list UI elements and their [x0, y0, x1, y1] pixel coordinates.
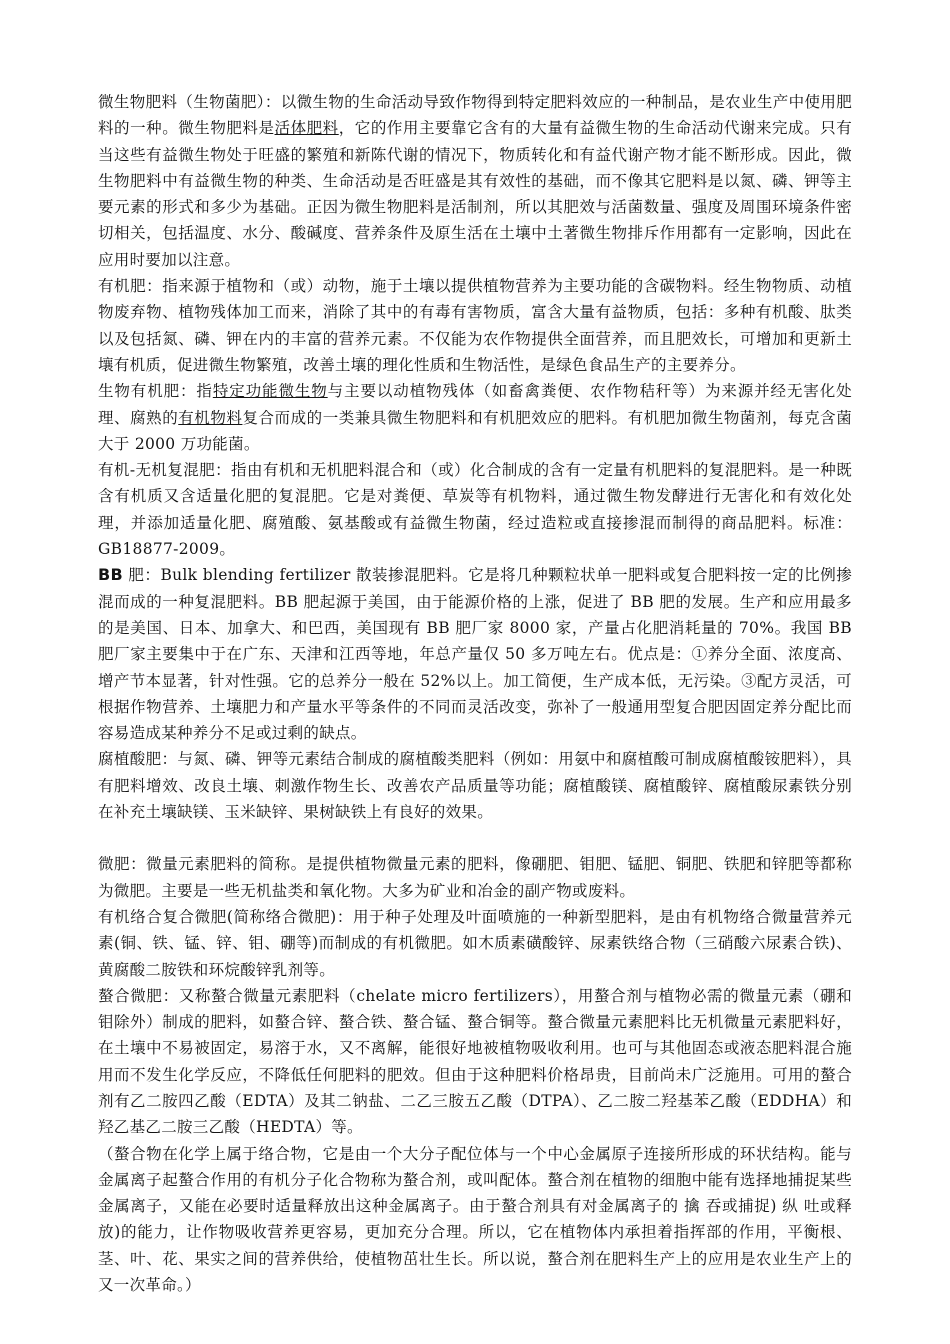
paragraph-organic-inorganic-compound: 有机-无机复混肥：指由有机和无机肥料混合和（或）化合制成的含有一定量有机肥料的复混肥料。是一种既含有机质又含适量化肥的复混肥。它是对粪便、草炭等有机物料，通过微生物发酵进行无害化和有效化处理，并添加适量化肥、腐殖酸、氨基酸或有益微生物菌，经过造粒或直接掺混而制得的商品肥料。标准：GB18877-2009。	[98, 461, 852, 559]
blank-line	[98, 825, 852, 851]
paragraph-chelate-micro-fertilizer: 螯合微肥：又称螯合微量元素肥料（chelate micro fertilizers），用螯合剂与植物必需的微量元素（硼和钼除外）制成的肥料，如螯合锌、螯合铁、螯合锰、螯合铜等。螯合微量元素肥料比无机微量元素肥料好，在土壤中不易被固定，易溶于水，又不离解，能很好地被植物吸收利用。也可与其他固态或液态肥料混合施用而不发生化学反应，不降低任何肥料的肥效。但由于这种肥料价格昂贵，目前尚未广泛施用。可用的螯合剂有乙二胺四乙酸（EDTA）及其二钠盐、二乙三胺五乙酸（DTPA）、乙二胺二羟基苯乙酸（EDDHA）和羟乙基乙二胺三乙酸（HEDTA）等。	[98, 986, 852, 1137]
paragraph-bio-organic-fertilizer	[98, 378, 852, 457]
text: 肥：Bulk blending fertilizer 散装掺混肥料。它是将几种颗粒状单一肥料或复合肥料按一定的比例掺混而成的一种复混肥料。BB 肥起源于美国，由于能源价格的上涨，促进了 BB 肥的发展。生产和应用最多的是美国、日本、加拿大、和巴西，美国现有 BB 肥厂家 8000 家，产量占化肥消耗量的 70%。我国 BB 肥厂家主要集中于在广东、天津和江西等地，年总产量仅 50 多万吨左右。优点是：①养分全面、浓度高、增产节本显著，针对性强。它的总养分一般在 52%以上。加工简便，生产成本低，无污染。③配方灵活，可根据作物营养、土壤肥力和产量水平等条件的不同而灵活改变，弥补了一般通用型复合肥因固定养分配比而容易造成某种养分不足或过剩的缺点。	[98, 566, 852, 743]
text: 微生物肥料（生物菌肥）：以微生物的生命活动导致作物得到特定肥料效应的一种制品，是农业生产中使用肥料的一种。微生物肥料是	[98, 93, 852, 138]
text: 与主要以动植物残体（如畜禽粪便、农作物秸秆等）为来源并经无害化处理、腐熟的	[98, 382, 852, 427]
link-living-fertilizer[interactable]: 活体肥料	[274, 119, 339, 138]
link-organic-material[interactable]: 有机物料	[178, 408, 243, 427]
text: 复合而成的一类兼具微生物肥料和有机肥效应的肥料。有机肥加微生物菌剂，每克含菌大于 2000 万功能菌。	[98, 408, 853, 453]
link-functional-microbes[interactable]: 特定功能微生物	[212, 382, 328, 401]
paragraph-organic-fertilizer: 有机肥：指来源于植物和（或）动物，施于土壤以提供植物营养为主要功能的含碳物料。经生物物质、动植物废弃物、植物残体加工而来，消除了其中的有毒有害物质，富含大量有益物质，包括：多种有机酸、肽类以及包括氮、磷、钾在内的丰富的营养元素。不仅能为农作物提供全面营养，而且肥效长，可增加和更新土壤有机质，促进微生物繁殖，改善土壤的理化性质和生物活性，是绿色食品生产的主要养分。	[98, 277, 852, 374]
paragraph-micro-fertilizer: 微肥：微量元素肥料的简称。是提供植物微量元素的肥料，像硼肥、钼肥、锰肥、铜肥、铁肥和锌肥等都称为微肥。主要是一些无机盐类和氧化物。大多为矿业和冶金的副产物或废料。	[98, 855, 852, 900]
bb-lead: BB	[98, 565, 123, 585]
paragraph-microbial-fertilizer	[98, 89, 852, 273]
paragraph-bb-fertilizer	[98, 562, 852, 746]
paragraph-chelate-note: （螯合物在化学上属于络合物，它是由一个大分子配位体与一个中心金属原子连接所形成的环状结构。能与金属离子起螯合作用的有机分子化合物称为螯合剂，或叫配体。螯合剂在植物的细胞中能有选择地捕捉某些金属离子，又能在必要时适量释放出这种金属离子。由于螯合剂具有对金属离子的 擒 吞或捕捉) 纵 吐或释放)的能力，让作物吸收营养更容易，更加充分合理。所以，它在植物体内承担着指挥部的作用，平衡根、茎、叶、花、果实之间的营养供给，使植物茁壮生长。所以说，螯合剂在肥料生产上的应用是农业生产上的又一次革命。）	[98, 1144, 852, 1295]
paragraph-complex-micro-fertilizer: 有机络合复合微肥(简称络合微肥)：用于种子处理及叶面喷施的一种新型肥料，是由有机物络合微量营养元素(铜、铁、锰、锌、钼、硼等)而制成的有机微肥。如木质素磺酸锌、尿素铁络合物（三硝酸六尿素合铁)、黄腐酸二胺铁和环烷酸锌乳剂等。	[98, 907, 852, 979]
text: 生物有机肥：指	[98, 382, 213, 401]
paragraph-humic-acid-fertilizer: 腐植酸肥：与氮、磷、钾等元素结合制成的腐植酸类肥料（例如：用氨中和腐植酸可制成腐植酸铵肥料），具有肥料增效、改良土壤、刺激作物生长、改善农产品质量等功能；腐植酸镁、腐植酸锌、腐植酸尿素铁分别在补充土壤缺镁、玉米缺锌、果树缺铁上有良好的效果。	[98, 750, 852, 822]
text: ，它的作用主要靠它含有的大量有益微生物的生命活动代谢来完成。只有当这些有益微生物处于旺盛的繁殖和新陈代谢的情况下，物质转化和有益代谢产物才能不断形成。因此，微生物肥料中有益微生物的种类、生命活动是否旺盛是其有效性的基础，而不像其它肥料是以氮、磷、钾等主要元素的形式和多少为基础。正因为微生物肥料是活制剂，所以其肥效与活菌数量、强度及周围环境条件密切相关，包括温度、水分、酸碱度、营养条件及原生活在土壤中土著微生物排斥作用都有一定影响，因此在应用时要加以注意。	[98, 119, 853, 269]
